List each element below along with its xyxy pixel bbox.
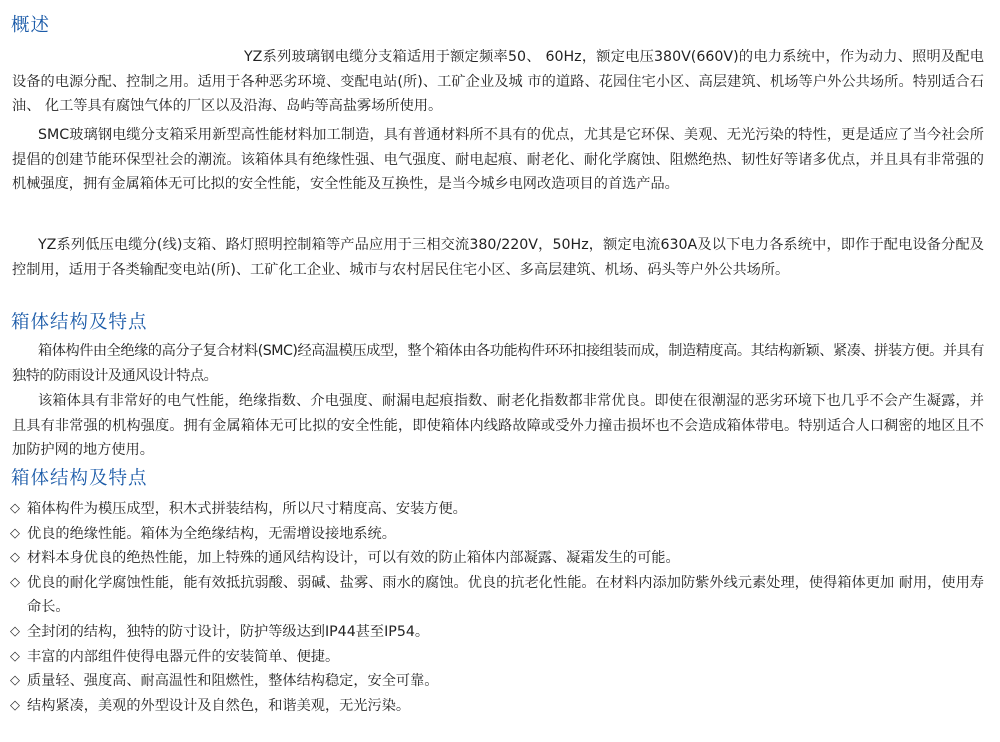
list-item-text: 质量轻、强度高、耐高温性和阻燃性，整体结构稳定，安全可靠。	[27, 673, 439, 690]
list-item-text: 优良的耐化学腐蚀性能，能有效抵抗弱酸、弱碱、盐雾、雨水的腐蚀。优良的抗老化性能。在材料内添加防紫外线元素处理，使得箱体更加 耐用，使用寿命长。	[27, 574, 984, 616]
structure-heading-2: 箱体结构及特点	[11, 468, 148, 489]
list-item	[10, 546, 984, 571]
overview-heading: 概述	[11, 15, 51, 36]
diamond-bullet-icon: ◇	[10, 501, 20, 516]
overview-paragraph-3: YZ系列低压电缆分(线)支箱、路灯照明控制箱等产品应用于三相交流380/220V，50Hz，额定电流630A及以下电力各系统中，即作于配电设备分配及控制用，适用于各类输配变电站(所)、工矿化工企业、城市与农村居民住宅小区、多高层建筑、机场、码头等户外公共场所。	[12, 237, 984, 278]
diamond-bullet-icon: ◇	[10, 648, 20, 664]
list-item-text: 全封闭的结构，独特的防寸设计，防护等级达到IP44甚至IP54。	[27, 623, 430, 640]
diamond-bullet-icon: ◇	[10, 673, 20, 689]
list-item-text: 箱体构件为模压成型，积木式拼装结构，所以尺寸精度高、安装方便。	[27, 501, 467, 517]
list-item	[10, 694, 984, 719]
list-item	[10, 669, 984, 694]
list-item	[10, 645, 984, 670]
list-item	[10, 497, 984, 522]
list-item	[10, 571, 984, 620]
diamond-bullet-icon: ◇	[10, 550, 20, 566]
list-item-text: 材料本身优良的绝热性能，加上特殊的通风结构设计，可以有效的防止箱体内部凝露、凝霜发生的可能。	[27, 550, 680, 567]
diamond-bullet-icon: ◇	[10, 697, 20, 713]
list-item	[10, 522, 984, 547]
structure-heading-1: 箱体结构及特点	[11, 312, 148, 333]
diamond-bullet-icon: ◇	[10, 574, 20, 590]
list-item-text: 优良的绝缘性能。箱体为全绝缘结构，无需增设接地系统。	[27, 525, 396, 542]
diamond-bullet-icon: ◇	[10, 525, 20, 541]
features-list	[10, 497, 984, 718]
overview-paragraph-1: YZ系列玻璃钢电缆分支箱适用于额定频率50、 60Hz，额定电压380V(660V)的电力系统中，作为动力、照明及配电设备的电源分配、控制之用。适用于各种恶劣环境、变配电站(所)、工矿企业及城 市的道路、花园住宅小区、高层建筑、机场等户外公共场所。特别适合石油、 化工等具有腐蚀气体的厂区以及沿海、岛屿等高盐雾场所使用。	[12, 49, 984, 115]
structure-paragraph-1: 箱体构件由全绝缘的高分子复合材料(SMC)经高温模压成型，整个箱体由各功能构件环环扣接组装而成，制造精度高。其结构新颖、紧凑、拼装方便。并具有独特的防雨设计及通风设计特点。	[12, 343, 984, 384]
list-item-text: 结构紧凑，美观的外型设计及自然色，和谐美观，无光污染。	[27, 697, 411, 714]
list-item-text: 丰富的内部组件使得电器元件的安装简单、便捷。	[27, 648, 340, 665]
structure-paragraph-2: 该箱体具有非常好的电气性能，绝缘指数、介电强度、耐漏电起痕指数、耐老化指数都非常优良。即使在很潮湿的恶劣环境下也几乎不会产生凝露，并且具有非常强的机构强度。拥有金属箱体无可比拟的安全性能，即使箱体内线路故障或受外力撞击损坏也不会造成箱体带电。特别适合人口稠密的地区且不加防护网的地方使用。	[12, 393, 984, 459]
overview-paragraph-2: SMC玻璃钢电缆分支箱采用新型高性能材料加工制造，具有普通材料所不具有的优点，尤其是它环保、美观、无光污染的特性，更是适应了当今社会所提倡的创建节能环保型社会的潮流。该箱体具有绝缘性强、电气强度、耐电起痕、耐老化、耐化学腐蚀、阻燃绝热、韧性好等诸多优点，并且具有非常强的机械强度，拥有金属箱体无可比拟的安全性能，安全性能及互换性，是当今城乡电网改造项目的首选产品。	[12, 127, 984, 193]
list-item	[10, 620, 984, 645]
diamond-bullet-icon: ◇	[10, 623, 20, 639]
